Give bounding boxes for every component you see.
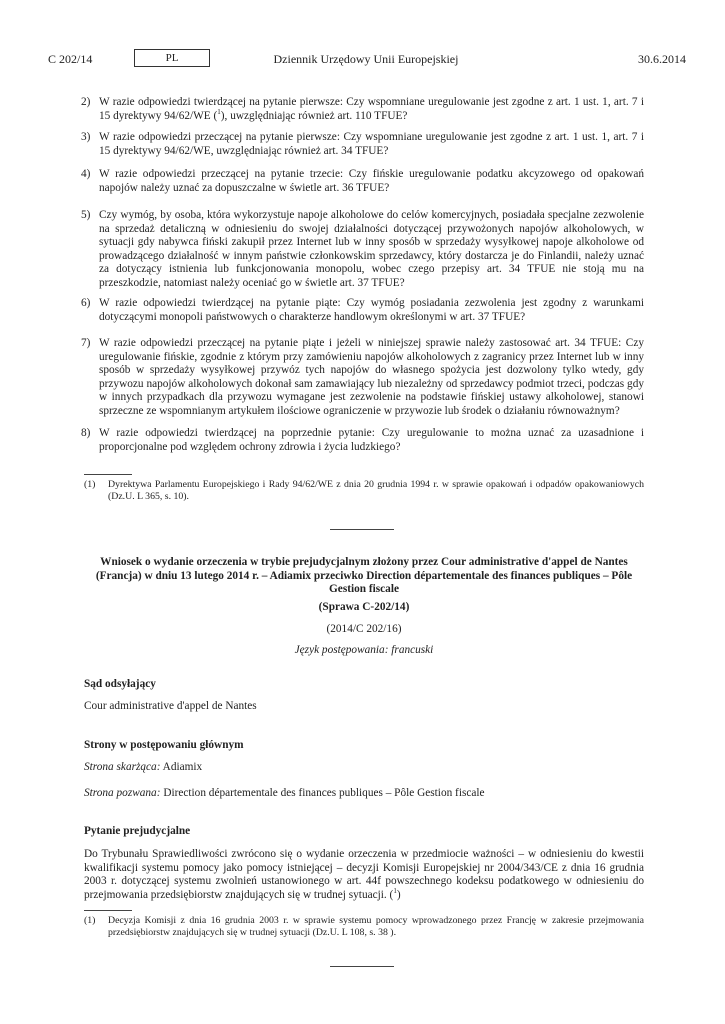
case-number: (Sprawa C-202/14): [318, 601, 410, 613]
footnote: [84, 479, 644, 503]
question-heading: Pytanie prejudycjalne: [84, 825, 191, 837]
footnote-text: Decyzja Komisji z dnia 16 grudnia 2003 r. w sprawie systemu pomocy wprowadzonego przez Francję w zakresie przejmowania przedsiębiorstw znajdujących się w trudnej sytuacji (Dz.U. L 108, s. 38 ).: [108, 915, 644, 938]
section-separator: [330, 529, 394, 530]
question-text: Czy wymóg, by osoba, która wykorzystuje napoje alkoholowe do celów komercyjnych, posiadała specjalne zezwolenie na sprzedaż detaliczną w odniesieniu do swojej działalności dotyczącej przywożonych napojów alkoholowych, w sytuacji gdy nabywca fiński zakupił przez Internet lub w inny sposób w sprzedaży wysyłkowej napoje alkoholowe od prowadzącego działalność w innym państwie członkowskim sprzedawcy, który dostarcza je do Finlandii, należy uznać za dotyczący istnienia lub funkcjonowania monopolu, wobec czego przepisy art. 34 TFUE nie stoją mu na przeszkodzie, natomiast należy oceniać go w świetle art. 37 TFUE?: [99, 209, 644, 289]
page-number: C 202/14: [48, 52, 93, 66]
question-number: 2): [81, 96, 91, 108]
question-item: [81, 168, 644, 195]
language-of-case: Język postępowania: francuski: [294, 644, 434, 656]
question-text: W razie odpowiedzi przeczącej na pytanie trzecie: Czy fińskie uregulowanie podatku akcyzowego od opakowań napojów należy uznać za dopuszczalne w świetle art. 36 TFUE?: [99, 168, 644, 194]
question-number: 5): [81, 209, 91, 221]
question-item: [81, 427, 644, 454]
defendant-line: [84, 787, 644, 801]
question-body: Do Trybunału Sprawiedliwości zwrócono się o wydanie orzeczenia w przedmiocie ważności – w odniesieniu do kwestii kwalifikacji systemu pomocy jako pomocy istniejącej – decyzji Komisji Europejskiej nr 2004/343/CE z dnia 16 grudnia 2003 r. dotyczącej systemu zwolnień ustanowionego w art. 44f powszechnego kodeksu podatkowego w odniesieniu do przejmowania przedsiębiorstw znajdujących się w trudnej sytuacji. ($^1$): [84, 848, 644, 901]
question-text: W razie odpowiedzi przeczącej na pytanie pierwsze: Czy wspomniane uregulowanie jest zgodne z art. 1 ust. 1, art. 7 i 15 dyrektywy 94/62/WE, uwzględniając również art. 34 TFUE?: [99, 131, 644, 157]
footnote-rule: [84, 474, 132, 475]
question-number: 8): [81, 427, 91, 439]
defendant-label: Strona pozwana:: [84, 787, 161, 799]
defendant-name: Direction départementale des finances publiques – Pôle Gestion fiscale: [163, 787, 485, 799]
publication-date: 30.6.2014: [638, 52, 686, 66]
footnote-rule: [84, 910, 132, 911]
language-box: PL: [134, 49, 210, 67]
question-number: 6): [81, 297, 91, 309]
court-name: Cour administrative d'appel de Nantes: [84, 700, 257, 712]
question-item: [81, 337, 644, 419]
question-text: W razie odpowiedzi przeczącej na pytanie piąte i jeżeli w niniejszej sprawie należy zastosować art. 34 TFUE: Czy uregulowanie fińskie, zgodnie z którym przy zamówieniu napojów alkoholowych z zagranicy przez Internet lub w inny sposób w sprzedaży wysyłkowej przywóz tych napojów do własnego spożycia jest dozwolony tylko wtedy, gdy przywozu napojów alkoholowych dokonał sam zamawiający lub niezależny od sprzedawcy podmiot trzeci, podczas gdy w innych przypadkach dla przywozu wymagane jest zezwolenie na podstawie fińskiej ustawy alkoholowej, stanowi sprzeczne ze wspomnianym artykułem ilościowe ograniczenie w przywozie lub środek o działaniu równoważnym?: [99, 337, 644, 417]
question-number: 4): [81, 168, 91, 180]
footnote-number: (1): [84, 915, 96, 926]
question-text: W razie odpowiedzi twierdzącej na pytanie piąte: Czy wymóg posiadania zezwolenia jest zgodny z warunkami dotyczącymi monopoli państwowych o charakterze handlowym określonymi w art. 37 TFUE?: [99, 297, 644, 323]
page-header: [46, 50, 686, 70]
applicant-name: Adiamix: [162, 761, 203, 773]
question-item: [81, 209, 644, 291]
applicant-label: Strona skarżąca:: [84, 761, 161, 773]
question-item: [81, 297, 644, 324]
question-item: [81, 131, 644, 158]
footnote: [84, 915, 644, 939]
footnote-text: Dyrektywa Parlamentu Europejskiego i Rady 94/62/WE z dnia 20 grudnia 1994 r. w sprawie opakowań i odpadów opakowaniowych (Dz.U. L 365, s. 10).: [108, 479, 644, 502]
applicant-line: [84, 761, 644, 775]
notice-title: Wniosek o wydanie orzeczenia w trybie prejudycjalnym złożony przez Cour administrative d'appel de Nantes (Francja) w dniu 13 lutego 2014 r. – Adiamix przeciwko Direction départementale des finances publiques – Pôle Gestion fiscale: [95, 556, 633, 596]
question-number: 7): [81, 337, 91, 349]
journal-title: Dziennik Urzędowy Unii Europejskiej: [273, 52, 459, 66]
notice-reference: (2014/C 202/16): [326, 623, 402, 635]
question-number: 3): [81, 131, 91, 143]
footnote-number: (1): [84, 479, 96, 490]
parties-heading: Strony w postępowaniu głównym: [84, 739, 244, 751]
question-item: [81, 96, 644, 123]
section-separator: [330, 966, 394, 967]
question-text: W razie odpowiedzi twierdzącej na pytanie pierwsze: Czy wspomniane uregulowanie jest zgodne z art. 1 ust. 1, art. 7 i 15 dyrektywy 94/62/WE ($^1$), uwzględniając również art. 110 TFUE?: [99, 96, 644, 122]
court-heading: Sąd odsyłający: [84, 678, 156, 690]
question-text: W razie odpowiedzi twierdzącej na poprzednie pytanie: Czy uregulowanie to można uznać za uzasadnione i proporcjonalne pod względem ochrony zdrowia i życia ludzkiego?: [99, 427, 644, 453]
